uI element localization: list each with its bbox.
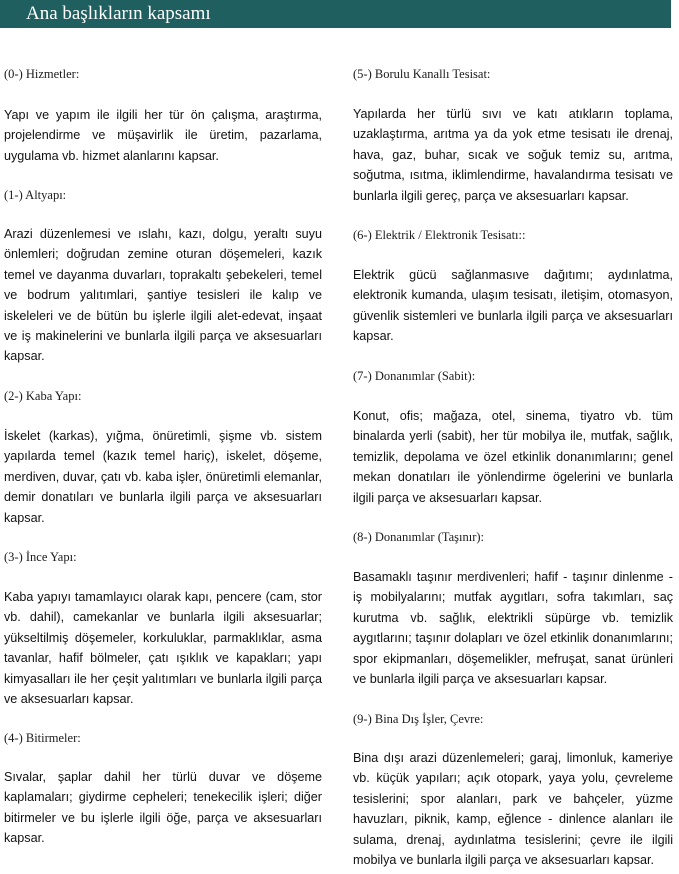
section-heading: (5-) Borulu Kanallı Tesisat:	[353, 67, 491, 81]
section-heading: (4-) Bitirmeler:	[4, 731, 81, 745]
section-heading: (1-) Altyapı:	[4, 188, 67, 202]
section-body: Kaba yapıyı tamamlayıcı olarak kapı, pencere (cam, stor vb. dahil), camekanlar ve bunlarla ilgili aksesuarlar; yükseltilmiş döşemeler, korkuluklar, parmaklıklar, asma tavanlar, hafif bölmeler, çatı ışıklık ve kapakları; yapı kimyasalları ile her çeşit yalıtımları ve bunlarla ilgili parça ve aksesuarları kapsar.	[4, 590, 322, 707]
section-heading: (2-) Kaba Yapı:	[4, 389, 82, 403]
section-body: Arazi düzenlemesi ve ıslahı, kazı, dolgu, yeraltı suyu önlemleri; doğrudan zemine oturan döşemeleri, kazık temel ve dayanma duvarları, toprakaltı şebekeleri, temel ve bodrum yalıtımlari, şantiye tesisleri ile kalıp ve iskeleleri ve de bütün bu işlerle ilgili alet-edevat, inşaat ve iş makinelerini ve bunlarla ilgili parça ve aksesuarları kapsar.	[4, 227, 322, 364]
section-heading: (3-) İnce Yapı:	[4, 550, 77, 564]
section-heading: (6-) Elektrik / Elektronik Tesisatı::	[353, 228, 526, 242]
section-body: Bina dışı arazi düzenlemeleri; garaj, limonluk, kameriye vb. küçük yapıları; açık otopark, yaya yolu, çevreleme tesislerini; spor alanları, park ve bahçeler, yüzme havuzları, piknik, kamp, eğlence - dinlence alanları ile sulama, drenaj, aydınlatma tesislerini; çevre ile ilgili mobilya ve bunlarla ilgili parça ve aksesuarları kapsar.	[353, 751, 673, 868]
section-body: İskelet (karkas), yığma, önüretimli, şişme vb. sistem yapılarda temel (kazık temel hariç), iskelet, döşeme, merdiven, duvar, çatı vb. kaba işler, önüretimli elemanlar, demir donatıları ve bunlarla ilgili parça ve aksesuarları kapsar.	[4, 429, 322, 525]
section-body: Yapılarda her türlü sıvı ve katı atıkların toplama, uzaklaştırma, arıtma ya da yok etme tesisatı ile drenaj, hava, gaz, buhar, sıcak ve soğuk temiz su, arıtma, soğutma, ısıtma, iklimlendirme, havalandırma tesisatı ve bunlarla ilgili gereç, parça ve aksesuarları kapsar.	[353, 107, 673, 203]
section-heading: (8-) Donanımlar (Taşınır):	[353, 530, 485, 544]
section-body: Basamaklı taşınır merdivenleri; hafif - taşınır dinlenme - iş mobilyalarını; mutfak aygıtları, sofra takımları, saç kurutma vb. sağlık, elektrikli süpürge vb. temizlik aygıtlarını; taşınır dolapları ve özel etkinlik donanımlarını; spor ekipmanları, döşemelikler, mefruşat, sanat ürünleri ve bunlarla ilgili parça ve aksesuarları kapsar.	[353, 570, 673, 687]
section-heading: (9-) Bina Dış İşler, Çevre:	[353, 712, 484, 726]
section-body: Yapı ve yapım ile ilgili her tür ön çalışma, araştırma, projelendirme ve müşavirlik ile üretim, pazarlama, uygulama vb. hizmet alanlarını kapsar.	[4, 108, 322, 163]
section-body: Elektrik gücü sağlanmasıve dağıtımı; aydınlatma, elektronik kumanda, ulaşım tesisatı, iletişim, otomasyon, güvenlik sistemleri ve bunlarla ilgili parça ve aksesuarları kapsar.	[353, 268, 673, 344]
page-title: Ana başlıkların kapsamı	[26, 3, 211, 24]
title-banner	[0, 0, 671, 28]
section-body: Sıvalar, şaplar dahil her türlü duvar ve döşeme kaplamaları; giydirme cepheleri; tenekecilik işleri; diğer bitirmeler ve bu işlerle ilgili öğe, parça ve aksesuarları kapsar.	[4, 770, 322, 846]
section-body: Konut, ofis; mağaza, otel, sinema, tiyatro vb. tüm binalarda yerli (sabit), her tür mobilya ile, mutfak, sağlık, temizlik, depolama ve özel etkinlik donanımlarını; genel mekan donatıları ile yönlendirme ögelerini ve bunlarla ilgili parça ve aksesuarları kapsar.	[353, 409, 673, 505]
section-heading: (7-) Donanımlar (Sabit):	[353, 369, 476, 383]
section-heading: (0-) Hizmetler:	[4, 67, 80, 81]
